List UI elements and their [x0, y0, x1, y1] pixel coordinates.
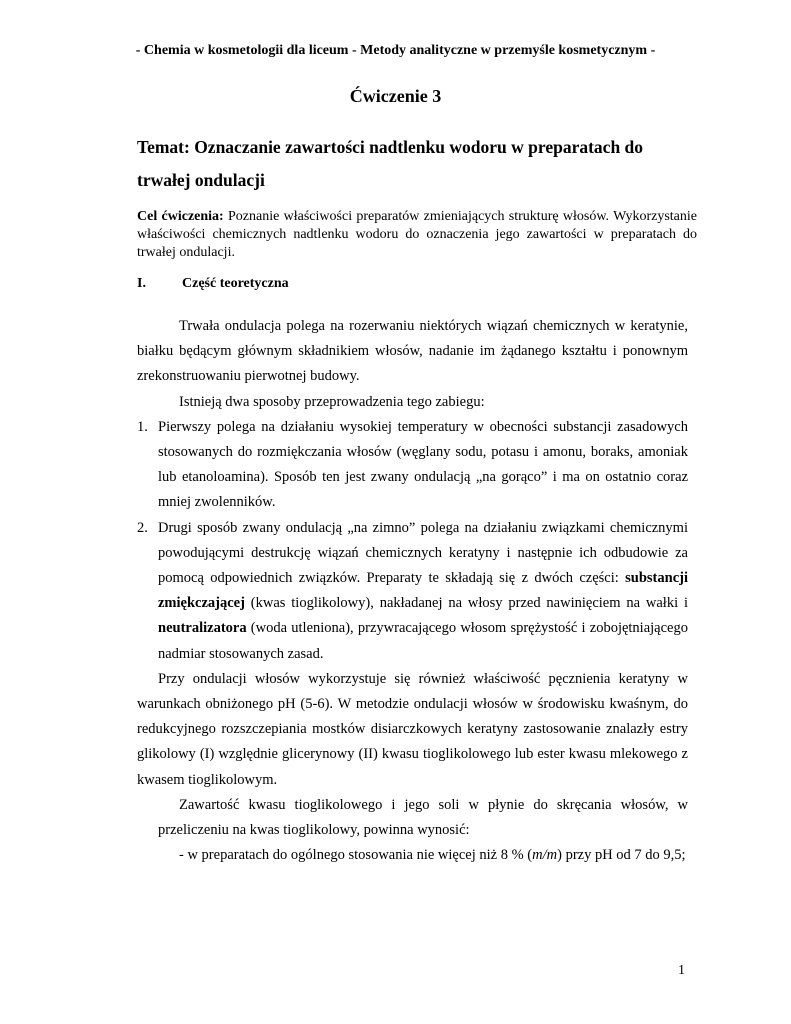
list-item-2-text-a: Drugi sposób zwany ondulacją „na zimno” polega na działaniu związkami chemicznymi powodującymi destrukcję wiązań chemicznych keratyny i następnie ich odbudowie za pomocą odpowiednich związków. Preparaty te składają się z dwóch części:	[158, 519, 688, 587]
exercise-goal	[137, 208, 697, 262]
list-item-1-number: 1.	[137, 418, 148, 435]
list-item-2-number: 2.	[137, 519, 148, 536]
paragraph-3: Przy ondulacji włosów wykorzystuje się również właściwość pęcznienia keratyny w warunkach obniżonego pH (5-6). W metodzie ondulacji włosów w środowisku kwaśnym, do redukcyjnego rozszczepiania mostków disiarczkowych keratyny zastosowanie znalazły estry glikolowy (I) względnie glicerynowy (II) kwasu tioglikolowego lub ester kwasu mlekowego z kwasem tioglikolowym.	[137, 670, 688, 788]
exercise-title: Ćwiczenie 3	[349, 86, 442, 106]
paragraph-4: Zawartość kwasu tioglikolowego i jego soli w płynie do skręcania włosów, w przeliczeniu na kwas tioglikolowy, powinna wynosić:	[158, 796, 688, 839]
list-item-2	[137, 516, 688, 667]
list-item-1	[137, 415, 688, 516]
paragraph-5-text-b: ) przy pH od 7 do 9,5;	[557, 847, 686, 864]
goal-label: Cel ćwiczenia:	[137, 209, 224, 224]
page-number: 1	[678, 963, 685, 978]
paragraph-1: Trwała ondulacja polega na rozerwaniu niektórych wiązań chemicznych w keratynie, białku będącym głównym składnikiem włosów, nadanie im żądanego kształtu i ponownym zrekonstruowaniu pierwotnej budowy.	[137, 318, 688, 385]
paragraph-5-italic: m/m	[532, 847, 558, 864]
topic-heading: Temat: Oznaczanie zawartości nadtlenku wodoru w preparatach do trwałej ondulacji	[137, 137, 644, 190]
list-item-2-text-e: (woda utleniona), przywracającego włosom sprężystość i zobojętniającego nadmiar stosowanych zasad.	[158, 620, 688, 662]
body-text	[137, 314, 688, 868]
list-item-2-bold-1: substancji zmiękczającej	[158, 570, 688, 612]
list-item-2-bold-2: neutralizatora	[158, 620, 247, 637]
paragraph-5-text-a: - w preparatach do ogólnego stosowania nie więcej niż 8 % (	[179, 847, 533, 864]
paragraph-2: Istnieją dwa sposoby przeprowadzenia tego zabiegu:	[179, 393, 485, 410]
section-title: Część teoretyczna	[182, 276, 289, 291]
list-item-2-text-c: (kwas tioglikolowy), nakładanej na włosy przed nawinięciem na wałki i	[244, 595, 688, 612]
section-number: I.	[137, 276, 146, 291]
section-heading	[137, 276, 289, 292]
goal-text: Poznanie właściwości preparatów zmieniających strukturę włosów. Wykorzystanie właściwości chemicznych nadtlenku wodoru do oznaczenia jego zawartości w preparatach do trwałej ondulacji.	[137, 209, 697, 260]
list-item-1-text: Pierwszy polega na działaniu wysokiej temperatury w obecności substancji zasadowych stosowanych do rozmiękczania włosów (węglany sodu, potasu i amonu, boraks, amoniak lub etanoloamina). Sposób ten jest zwany ondulacją „na gorąco” i ma on ostatnio coraz mniej zwolenników.	[158, 418, 688, 511]
running-header: - Chemia w kosmetologii dla liceum - Metody analityczne w przemyśle kosmetycznym -	[135, 43, 656, 58]
paragraph-5	[137, 843, 688, 868]
